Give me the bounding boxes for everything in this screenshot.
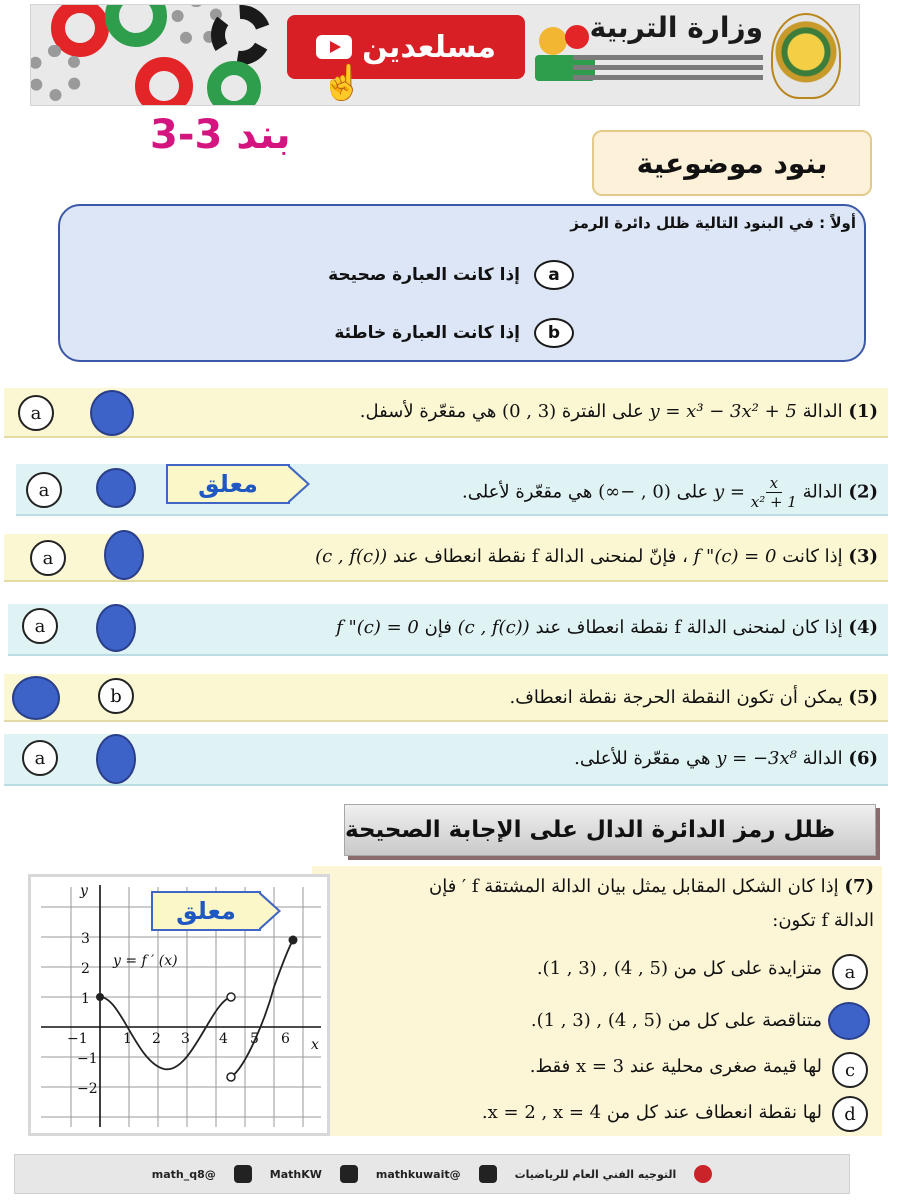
x-tick-label: 1 <box>123 1031 132 1047</box>
question-5: (5) يمكن أن تكون النقطة الحرجة نقطة انعطاف. b <box>4 674 888 722</box>
answer-letter-circle[interactable]: a <box>22 740 58 776</box>
option-letter-circle[interactable]: c <box>832 1052 868 1088</box>
instructions-box <box>58 204 866 362</box>
math-expression: (c , f(c)) <box>315 546 388 567</box>
instruction-row-b <box>334 318 574 348</box>
play-icon <box>316 35 352 59</box>
footer-item: @mathkuwait <box>375 1167 461 1181</box>
question-number: (2) <box>848 481 878 503</box>
x-tick-label: 5 <box>250 1031 259 1047</box>
closed-point <box>289 936 298 945</box>
telegram-icon <box>340 1165 358 1183</box>
instruction-text-b: إذا كانت العبارة خاطئة <box>334 323 520 343</box>
y-tick-label: −2 <box>77 1081 98 1097</box>
math-expression: y = −3x⁸ <box>716 748 797 769</box>
answer-fill-bubble[interactable] <box>96 604 136 652</box>
answer-fill-bubble[interactable] <box>90 390 134 436</box>
answer-fill-bubble[interactable] <box>104 530 144 580</box>
objective-items-title: بنود موضوعية <box>592 130 872 196</box>
question-1: (1) الدالة y = x³ − 3x² + 5 على الفترة (3 , 0) هي مقعّرة لأسفل. a <box>4 388 888 438</box>
question-number: (6) <box>848 748 878 769</box>
math-expression: y = $\frac{x}{\text{x² + 1}}$ <box>714 474 797 511</box>
instructions-title: أولاً : في البنود التالية ظلل دائرة الرمز <box>570 214 856 232</box>
ministry-subtitle <box>573 55 763 95</box>
question-number: (1) <box>848 401 878 422</box>
question-6: (6) الدالة y = −3x⁸ هي مقعّرة للأعلى. a <box>4 734 888 786</box>
option-a: متزايدة على كل من (5 , 4) , (3 , 1). <box>536 958 822 979</box>
gear-decoration <box>105 4 167 47</box>
question-7-stem-2: الدالة f تكون: <box>772 910 874 931</box>
gear-decoration <box>135 57 193 106</box>
answer-letter-circle[interactable]: a <box>22 608 58 644</box>
answer-letter-circle[interactable]: b <box>98 678 134 714</box>
option-c: لها قيمة صغرى محلية عند x = 3 فقط. <box>529 1056 822 1077</box>
derivative-curve <box>100 997 231 1069</box>
option-b: متناقصة على كل من (5 , 4) , (3 , 1). <box>530 1010 822 1031</box>
question-number: (4) <box>848 617 878 638</box>
open-point <box>227 993 235 1001</box>
header-banner <box>30 4 860 106</box>
answer-letter-circle[interactable]: a <box>26 472 62 508</box>
banner-label: مسلعدين <box>362 29 496 65</box>
question-2: (2) الدالة y = $\frac{x}{\text{x² + 1}}$ على (0 , −∞) هي مقعّرة لأعلى. a معلق <box>16 464 888 516</box>
gear-decoration <box>30 45 83 101</box>
band-title: بند 3-3 <box>150 112 291 158</box>
math-expression: f "(c) = 0 <box>336 617 419 638</box>
x-tick-label: 6 <box>281 1031 290 1047</box>
question-7 <box>312 866 882 1136</box>
instruction-text-a: إذا كانت العبارة صحيحة <box>328 265 520 285</box>
option-fill-bubble[interactable] <box>828 1002 870 1040</box>
letter-pill-a: a <box>534 260 574 290</box>
footer-bar <box>14 1154 850 1194</box>
y-axis-label: y <box>80 883 88 899</box>
y-tick-label: 1 <box>81 991 90 1007</box>
footer-item: MathKW <box>269 1167 322 1181</box>
answer-fill-bubble[interactable] <box>96 468 136 508</box>
question-number: (3) <box>848 546 878 567</box>
option-d: لها نقطة انعطاف عند كل من x = 2 , x = 4. <box>481 1102 822 1123</box>
x-axis-label: x <box>311 1037 319 1053</box>
answer-letter-circle[interactable]: a <box>30 540 66 576</box>
instagram-icon <box>234 1165 252 1183</box>
question-number: (7) <box>844 876 874 897</box>
x-tick-label: 2 <box>152 1031 161 1047</box>
section-title-bar: ظلل رمز الدائرة الدال على الإجابة الصحيحة <box>344 804 876 856</box>
derivative-graph <box>28 874 330 1136</box>
question-3: (3) إذا كانت f "(c) = 0 ، فإنّ لمنحنى الدالة f نقطة انعطاف عند (c , f(c)) a <box>4 534 888 582</box>
gear-decoration <box>211 5 271 65</box>
ministry-title: وزارة التربية <box>589 11 763 44</box>
graph-function-label: y = f ′ (x) <box>113 953 178 969</box>
question-4: (4) إذا كان لمنحنى الدالة f نقطة انعطاف عند (c , f(c)) فإن f "(c) = 0 a <box>8 604 888 656</box>
open-point <box>227 1073 235 1081</box>
closed-point <box>96 993 104 1001</box>
math-expression: f "(c) = 0 <box>693 546 777 567</box>
answer-fill-bubble[interactable] <box>96 734 136 784</box>
kuwait-emblem-icon <box>771 13 841 99</box>
x-tick-label: 4 <box>219 1031 228 1047</box>
y-tick-label: −1 <box>77 1051 98 1067</box>
instruction-row-a <box>328 260 574 290</box>
option-letter-circle[interactable]: d <box>832 1096 868 1132</box>
question-7-stem: إذا كان الشكل المقابل يمثل بيان الدالة المشتقة f ′ فإن <box>429 876 839 897</box>
answer-letter-circle[interactable]: a <box>18 395 54 431</box>
answer-fill-bubble[interactable] <box>12 676 60 720</box>
math-expression: y = x³ − 3x² + 5 <box>649 401 797 422</box>
phone-icon <box>479 1165 497 1183</box>
x-tick-label: −1 <box>67 1031 88 1047</box>
question-number: (5) <box>848 687 878 708</box>
x-tick-label: 3 <box>181 1031 190 1047</box>
derivative-curve <box>231 940 293 1077</box>
pending-tag: معلق <box>166 464 290 504</box>
math-expression: (c , f(c)) <box>457 617 530 638</box>
option-letter-circle[interactable]: a <box>832 954 868 990</box>
y-tick-label: 3 <box>81 931 90 947</box>
pending-tag: معلق <box>151 891 261 931</box>
pointer-hand-icon: ☝ <box>321 63 364 103</box>
letter-pill-b: b <box>534 318 574 348</box>
ministry-icon <box>694 1165 712 1183</box>
footer-item: التوجيه الفني العام للرياضيات <box>514 1167 677 1181</box>
gear-decoration <box>207 61 261 106</box>
footer-item: @math_q8 <box>151 1167 216 1181</box>
y-tick-label: 2 <box>81 961 90 977</box>
